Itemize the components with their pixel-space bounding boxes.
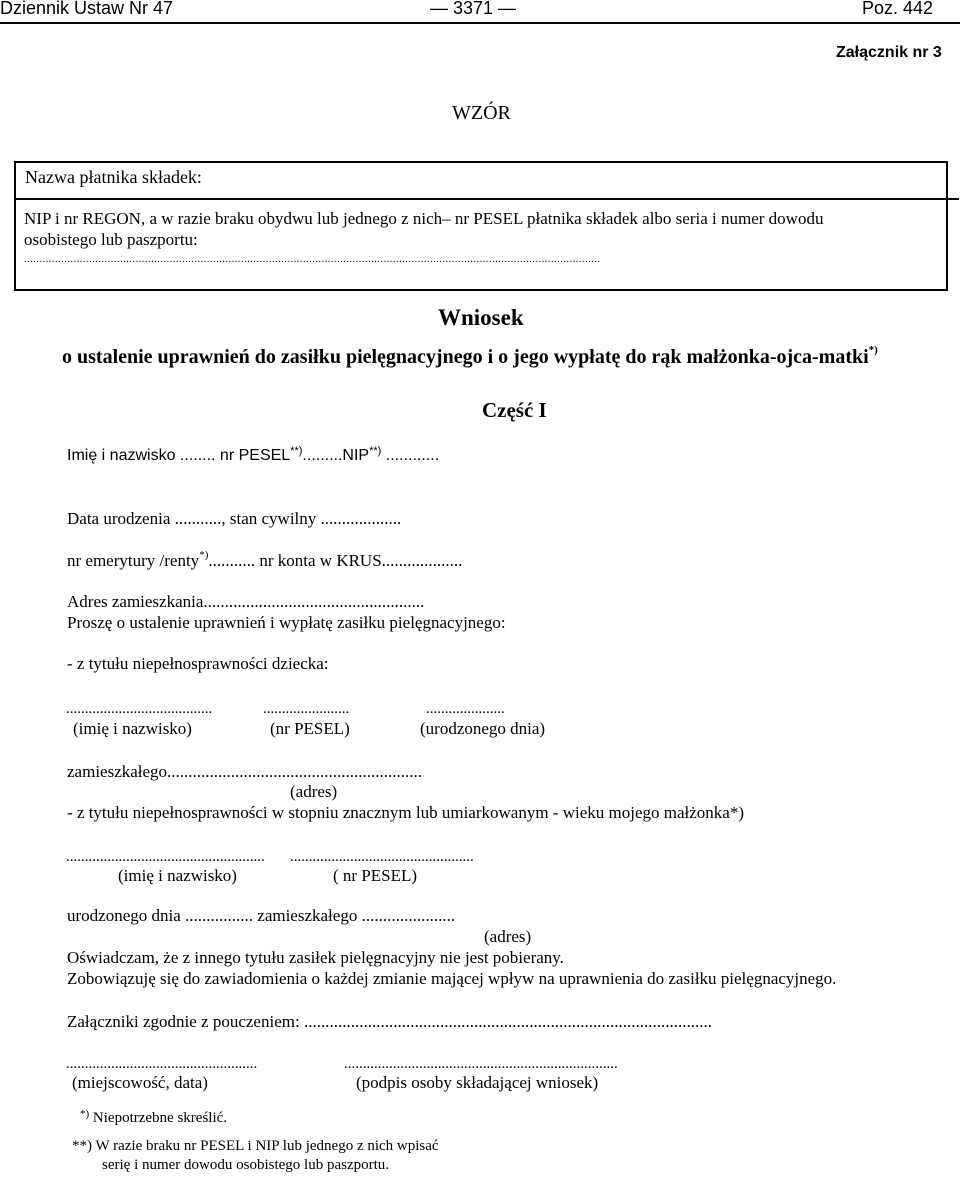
spouse-name-dots: ..................................................... (66, 849, 265, 865)
spouse-birth-residence-line: urodzonego dnia ................ zamieszkałego ...................... (67, 906, 456, 925)
pension-krus-line (67, 551, 462, 571)
spouse-section-heading: - z tytułu niepełnosprawności w stopniu znacznym lub umiarkowanym - wieku mojego małżonka*) (67, 803, 745, 822)
payer-name-label: Nazwa płatnika składek: (25, 167, 202, 187)
address-line: Adres zamieszkania.................................................... (67, 592, 425, 611)
child-pesel-caption: (nr PESEL) (270, 719, 350, 738)
nip-text: .........NIP (302, 447, 370, 464)
pension-footnote-mark: *) (199, 549, 209, 561)
footnote-1 (80, 1110, 227, 1127)
spouse-address-caption: (adres) (484, 927, 532, 946)
form-subtitle-text: o ustalenie uprawnień do zasiłku pielęgnacyjnego i o jego wypłatę do rąk małżonka-ojca-matki (62, 346, 869, 368)
payer-box-bottom (14, 289, 948, 291)
nip-footnote-mark: **) (369, 445, 382, 457)
pesel-footnote-mark: **) (290, 445, 303, 457)
payer-box-divider (14, 198, 959, 200)
child-name-dots: ....................................... (66, 701, 213, 717)
attachments-line: Załączniki zgodnie z pouczeniem: ................................................................................................ (67, 1012, 712, 1031)
footnote-1-mark: *) (80, 1108, 90, 1120)
spouse-pesel-dots: ................................................. (290, 849, 474, 865)
subtitle-footnote-mark: *) (868, 344, 878, 356)
request-line: Proszę o ustalenie uprawnień i wypłatę zasiłku pielęgnacyjnego: (67, 613, 506, 632)
payer-ids-dots: .......................................................................................................................................................................................... (24, 254, 601, 265)
child-name-caption: (imię i nazwisko) (73, 719, 192, 738)
header-rule (0, 22, 960, 24)
obligation-line: Zobowiązuję się do zawiadomienia o każdej zmianie mającej wpływ na uprawnienia do zasiłku pielęgnacyjnego. (67, 969, 837, 988)
birth-status-line: Data urodzenia ..........., stan cywilny ................... (67, 509, 402, 528)
journal-title: Dziennik Ustaw Nr 47 (0, 0, 174, 18)
footnote-2-mark: **) (72, 1138, 92, 1154)
footnote-2 (72, 1138, 439, 1155)
pension-text: nr emerytury /renty (67, 551, 200, 570)
child-residence-line: zamieszkałego............................................................ (67, 762, 423, 781)
footnote-2-cont: serię i numer dowodu osobistego lub paszportu. (102, 1157, 390, 1173)
footnote-2-text: W razie braku nr PESEL i NIP lub jednego z nich wpisać (95, 1138, 439, 1154)
form-title: Wniosek (438, 305, 524, 330)
spouse-pesel-caption: ( nr PESEL) (333, 866, 418, 885)
payer-ids-label: NIP i nr REGON, a w razie braku obydwu lub jednego z nich– nr PESEL płatnika składek albo seria i numer dowodu (24, 209, 824, 228)
place-date-caption: (miejscowość, data) (72, 1073, 208, 1092)
nip-dots: ............ (381, 447, 440, 464)
declaration-line: Oświadczam, że z innego tytułu zasiłek pielęgnacyjny nie jest pobierany. (67, 948, 564, 967)
name-pesel-nip-line (67, 447, 439, 465)
signature-dots: ......................................................................... (344, 1056, 618, 1072)
signature-caption: (podpis osoby składającej wniosek) (356, 1073, 599, 1092)
footnote-1-text: Niepotrzebne skreślić. (92, 1110, 228, 1126)
child-birth-caption: (urodzonego dnia) (420, 719, 546, 738)
template-label: WZÓR (452, 102, 511, 124)
child-birth-dots: ..................... (426, 701, 505, 717)
page-number: — 3371 — (430, 0, 517, 18)
part-label: Część I (482, 398, 547, 422)
child-pesel-dots: ....................... (263, 701, 350, 717)
attachment-label: Załącznik nr 3 (836, 44, 942, 61)
form-subtitle (62, 346, 878, 369)
child-address-caption: (adres) (290, 782, 338, 801)
child-section-heading: - z tytułu niepełnosprawności dziecka: (67, 654, 329, 673)
name-pesel-text: Imię i nazwisko ........ nr PESEL (67, 447, 291, 464)
position-number: Poz. 442 (862, 0, 934, 18)
payer-ids-label-2: osobistego lub paszportu: (24, 230, 198, 249)
krus-text: ........... nr konta w KRUS................... (208, 551, 463, 570)
place-date-dots: ................................................... (66, 1056, 258, 1072)
spouse-name-caption: (imię i nazwisko) (118, 866, 237, 885)
